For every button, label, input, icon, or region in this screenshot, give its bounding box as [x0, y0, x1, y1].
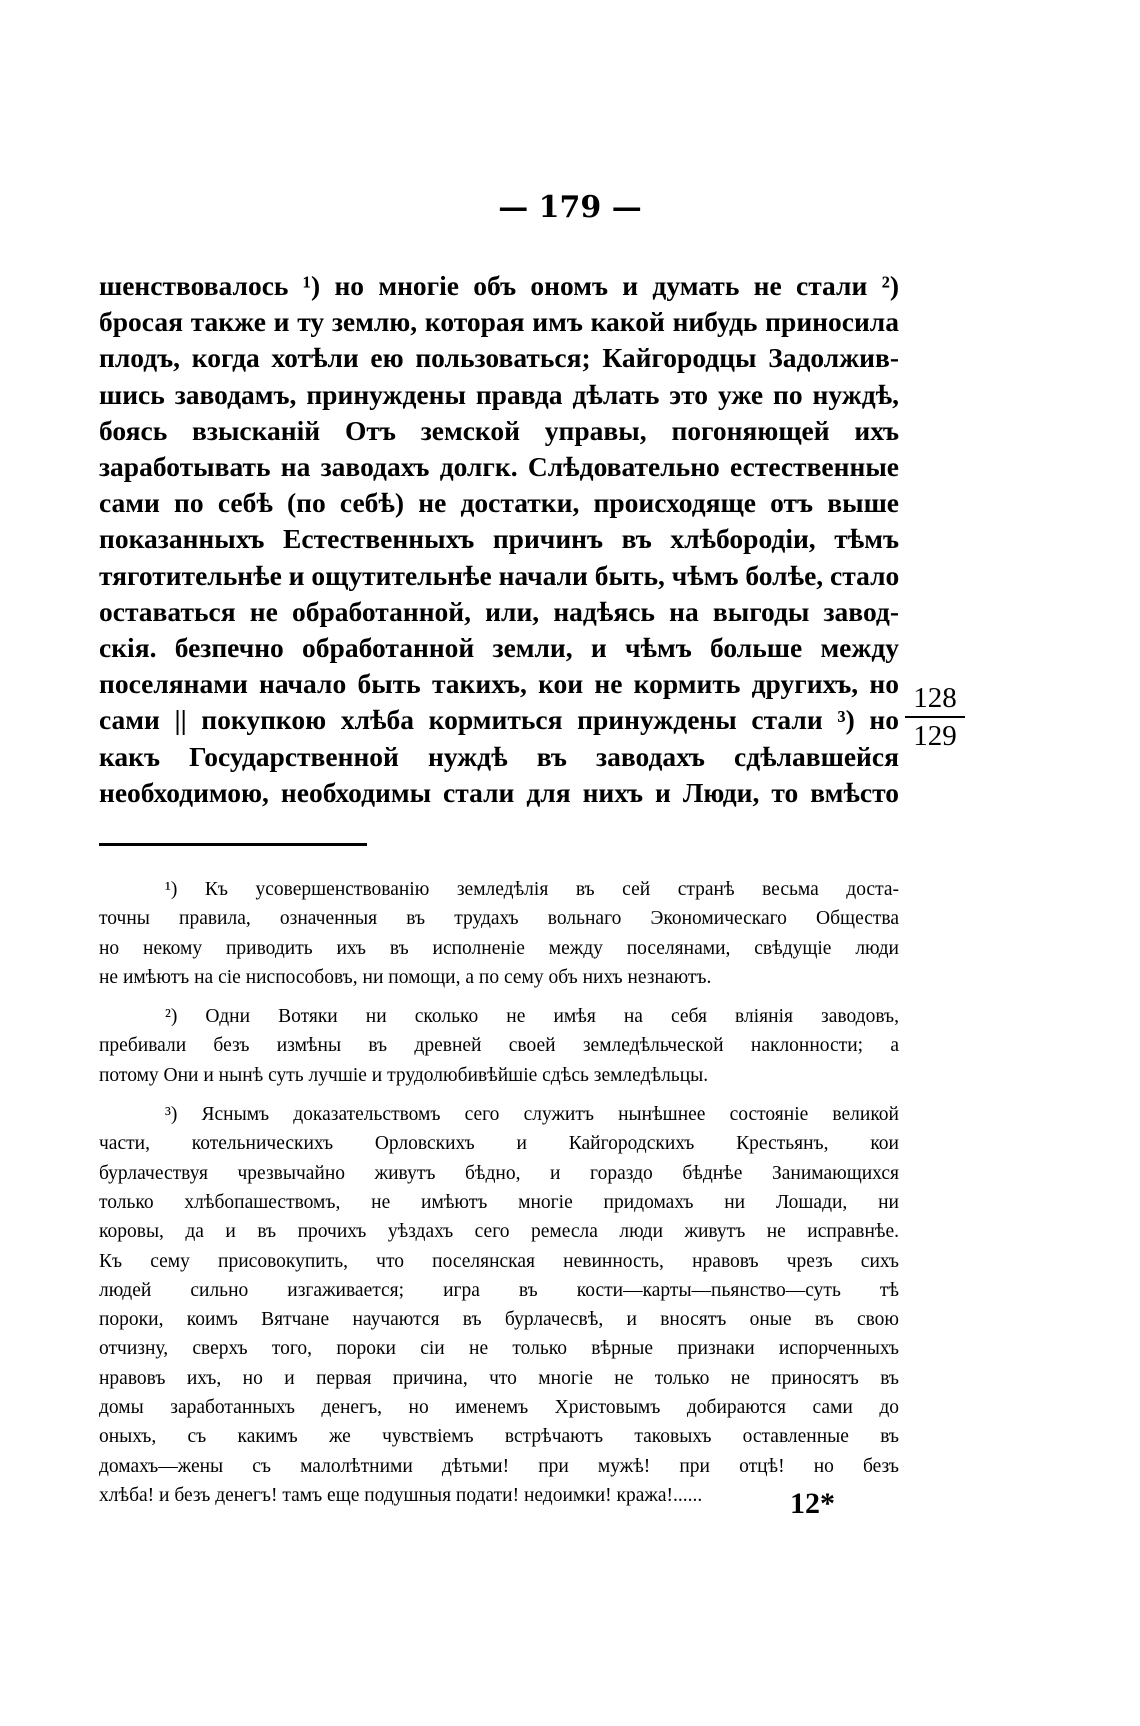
margin-number-top: 128: [905, 680, 965, 718]
footnote-line: ²) Одни Вотяки ни сколько не имѣя на себя вліянія заводовъ,: [165, 1006, 899, 1028]
footnote-line: людей сильно изгаживается; игра въ кости—карты—пьянство—суть тѣ: [99, 1279, 899, 1301]
text-line: боясь взысканій Отъ земской управы, погоняющей ихъ: [99, 414, 899, 446]
footnote-line: бурлачествуя чрезвычайно живутъ бѣдно, и гораздо бѣднѣе Занимающихся: [99, 1162, 899, 1184]
text-line: сами || покупкою хлѣба кормиться принуждены стали ³) но: [99, 704, 899, 736]
footnote-line: не имѣютъ на сіе ниспособовъ, ни помощи, а по сему объ нихъ незнаютъ.: [99, 966, 712, 988]
main-text: [99, 268, 899, 811]
footnote-2: [99, 1002, 899, 1090]
footnote-line: отчизну, сверхъ того, пороки сіи не только вѣрные признаки испорченныхъ: [99, 1338, 899, 1360]
page-number: — 179 —: [498, 190, 642, 225]
text-line: скія. безпечно обработанной земли, и чѣмъ больше между: [99, 632, 899, 664]
footnote-divider: [99, 843, 367, 846]
footnote-line: только хлѣбопашествомъ, не имѣютъ многіе придомахъ ни Лошади, ни: [99, 1191, 899, 1213]
footnote-line: части, котельническихъ Орловскихъ и Кайгородскихъ Крестьянъ, кои: [99, 1133, 899, 1155]
text-line: тяготительнѣе и ощутительнѣе начали быть, чѣмъ болѣе, стало: [99, 559, 900, 591]
text-line: заработывать на заводахъ долгк. Слѣдовательно естественные: [99, 451, 899, 483]
text-line: какъ Государственной нуждѣ въ заводахъ сдѣлавшейся: [99, 740, 899, 772]
text-line: шенствовалось ¹) но многіе объ ономъ и думать не стали ²): [99, 270, 899, 301]
text-line: необходимою, необходимы стали для нихъ и Люди, то вмѣсто: [99, 776, 899, 808]
footnote-line: но некому приводить ихъ въ исполненіе между поселянами, свѣдущіе люди: [99, 937, 899, 959]
footnote-line: ³) Яснымъ доказательствомъ сего служитъ нынѣшнее состояніе великой: [165, 1104, 899, 1126]
footnote-line: домахъ—жены съ малолѣтними дѣтьми! при мужѣ! при отцѣ! но безъ: [99, 1455, 899, 1477]
footnote-line: Къ сему присовокупить, что поселянская невинность, нравовъ чрезъ сихъ: [99, 1250, 899, 1272]
text-line: показанныхъ Естественныхъ причинъ въ хлѣбородіи, тѣмъ: [99, 523, 899, 555]
footnote-line: оныхъ, съ какимъ же чувствіемъ встрѣчаютъ таковыхъ оставленные въ: [99, 1426, 899, 1448]
footnote-line: пребивали безъ измѣны въ древней своей земледѣльческой наклонности; а: [99, 1035, 899, 1057]
text-line: плодъ, когда хотѣли ею пользоваться; Кайгородцы Задолжив-: [99, 342, 899, 374]
footnote-line: ¹) Къ усовершенствованію земледѣлія въ сей странѣ весьма доста-: [165, 879, 899, 900]
footnote-line: точны правила, означенныя въ трудахъ вольнаго Экономическаго Общества: [99, 908, 899, 930]
text-line: поселянами начало быть такихъ, кои не кормить другихъ, но: [99, 668, 899, 700]
margin-page-reference: [905, 680, 965, 754]
footnote-line: домы заработанныхъ денегъ, но именемъ Христовымъ добираются сами до: [99, 1397, 899, 1419]
text-line: оставаться не обработанной, или, надѣясь на выгоды завод-: [99, 595, 899, 627]
footnote-line: коровы, да и въ прочихъ уѣздахъ сего ремесла люди живутъ не исправнѣе.: [99, 1221, 899, 1243]
footnote-3: [99, 1100, 899, 1510]
margin-number-bottom: 129: [913, 720, 957, 752]
footnote-line: нравовъ ихъ, но и первая причина, что многіе не только не приносятъ въ: [99, 1367, 899, 1389]
signature-mark: 12*: [790, 1487, 835, 1520]
footnote-line: пороки, коимъ Вятчане научаются въ бурлачесвѣ, и вносятъ оные въ свою: [99, 1309, 899, 1331]
text-line: сами по себѣ (по себѣ) не достатки, происходящe отъ выше: [99, 487, 899, 519]
text-line: шись заводамъ, принуждены правда дѣлать это уже по нуждѣ,: [99, 378, 899, 410]
footnotes: [99, 875, 899, 1520]
text-line: бросая также и ту землю, которая имъ какой нибудь приносила: [99, 306, 899, 338]
footnote-line: хлѣба! и безъ денегъ! тамъ еще подушныя подати! недоимки! кража!......: [99, 1484, 703, 1506]
footnote-1: [99, 875, 899, 992]
footnote-line: потому Они и нынѣ суть лучшіе и трудолюбивѣйшіе сдѣсь земледѣльцы.: [99, 1064, 709, 1086]
